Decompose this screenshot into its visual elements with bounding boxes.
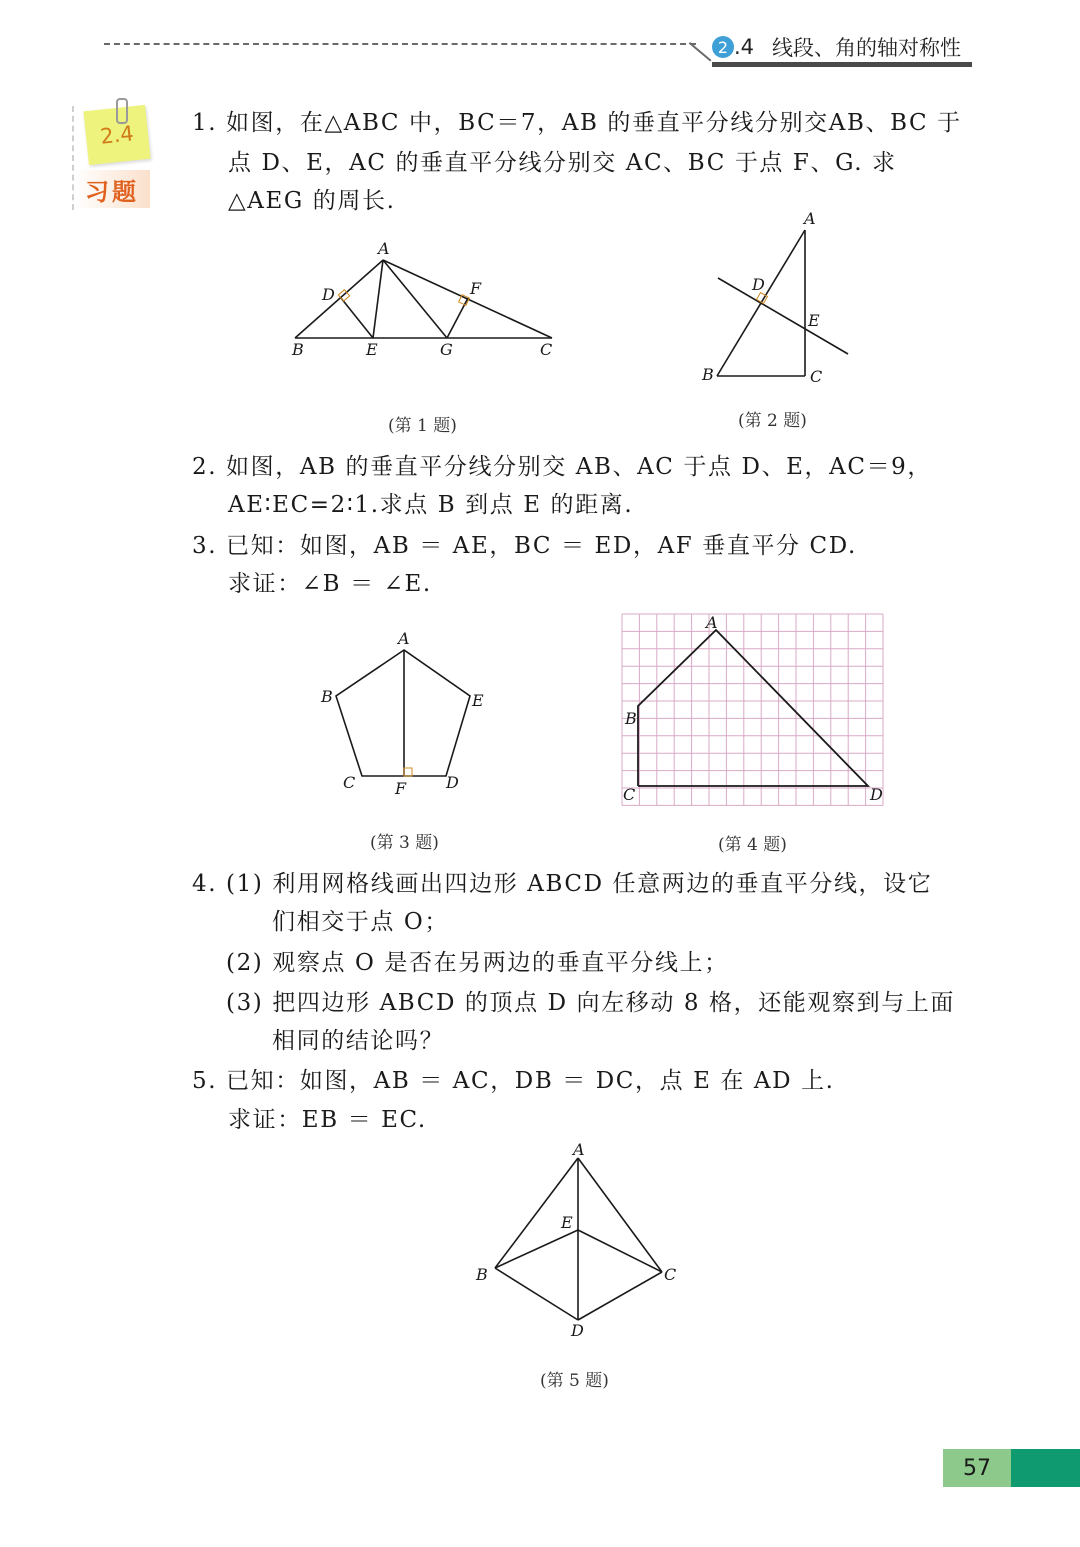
fig1-label-E: E [366,340,378,359]
fig1-label-C: C [540,340,553,359]
section-badge: 2 [712,36,734,58]
fig4-label-A: A [706,613,718,632]
section-title: 线段、角的轴对称性 [772,36,962,60]
problem-2-line-1: 2. 如图，AB 的垂直平分线分别交 AB、AC 于点 D、E，AC＝9， [192,454,933,480]
fig3-label-F: F [395,779,407,798]
fig5-label-A: A [573,1140,585,1159]
fig5-label-C: C [664,1265,677,1284]
fig3-label-D: D [446,773,459,792]
header-underline [712,62,972,67]
problem-1-line-3: △AEG 的周长. [228,188,396,214]
fig1-label-G: G [440,340,453,359]
page-number-accent-bar [1011,1449,1080,1487]
exercise-label: 习题 [74,170,150,208]
figure-1 [280,238,570,368]
section-number: .4 [734,35,755,59]
problem-4-line-3: (2) 观察点 O 是否在另两边的垂直平分线上； [226,950,729,976]
fig2-label-A: A [804,209,816,228]
problem-3-line-2: 求证：∠B ＝ ∠E. [228,571,432,597]
problem-1-line-2: 点 D、E，AC 的垂直平分线分别交 AC、BC 于点 F、G. 求 [228,150,897,176]
fig3-label-C: C [343,773,356,792]
problem-5-line-1: 5. 已知：如图，AB ＝ AC，DB ＝ DC，点 E 在 AD 上. [192,1068,835,1094]
problem-4-line-2: 们相交于点 O； [272,909,449,935]
section-header [712,32,961,62]
header-dashed-rule [104,43,696,45]
fig4-label-C: C [623,785,636,804]
figure-1-caption: (第 1 题) [388,416,457,436]
fig2-label-E: E [808,311,820,330]
paperclip-icon [116,98,128,124]
fig1-label-B: B [292,340,304,359]
figure-5 [470,1138,690,1348]
fig4-label-D: D [870,785,883,804]
problem-4-line-1: 4. (1) 利用网格线画出四边形 ABCD 任意两边的垂直平分线，设它 [192,871,933,897]
figure-4-caption: (第 4 题) [718,835,787,855]
fig2-label-B: B [702,365,714,384]
problem-5-line-2: 求证：EB ＝ EC. [228,1107,427,1133]
fig5-label-E: E [561,1213,573,1232]
fig2-label-D: D [752,275,765,294]
figure-4 [620,612,894,808]
figure-2 [690,206,860,392]
fig2-label-C: C [810,367,823,386]
fig1-label-D: D [322,285,335,304]
fig1-label-A: A [378,239,390,258]
figure-3-caption: (第 3 题) [370,833,439,853]
sticky-note-label: 2.4 [99,121,135,149]
page-number: 57 [943,1449,1011,1487]
fig1-label-F: F [470,279,482,298]
figure-5-caption: (第 5 题) [540,1371,609,1391]
fig5-label-D: D [571,1321,584,1340]
problem-4-line-5: 相同的结论吗？ [272,1028,445,1054]
fig3-label-B: B [321,687,333,706]
fig3-label-A: A [398,629,410,648]
problem-1-line-1: 1. 如图，在△ABC 中，BC＝7，AB 的垂直平分线分别交AB、BC 于 [192,110,962,136]
problem-2-line-2: AE∶EC=2∶1.求点 B 到点 E 的距离. [228,492,634,518]
problem-3-line-1: 3. 已知：如图，AB ＝ AE，BC ＝ ED，AF 垂直平分 CD. [192,533,857,559]
fig3-label-E: E [472,691,484,710]
fig5-label-B: B [476,1265,488,1284]
figure-3 [310,628,500,803]
header-slash [689,42,712,62]
problem-4-line-4: (3) 把四边形 ABCD 的顶点 D 向左移动 8 格，还能观察到与上面 [226,990,956,1016]
figure-2-caption: (第 2 题) [738,411,807,431]
fig4-label-B: B [625,709,637,728]
